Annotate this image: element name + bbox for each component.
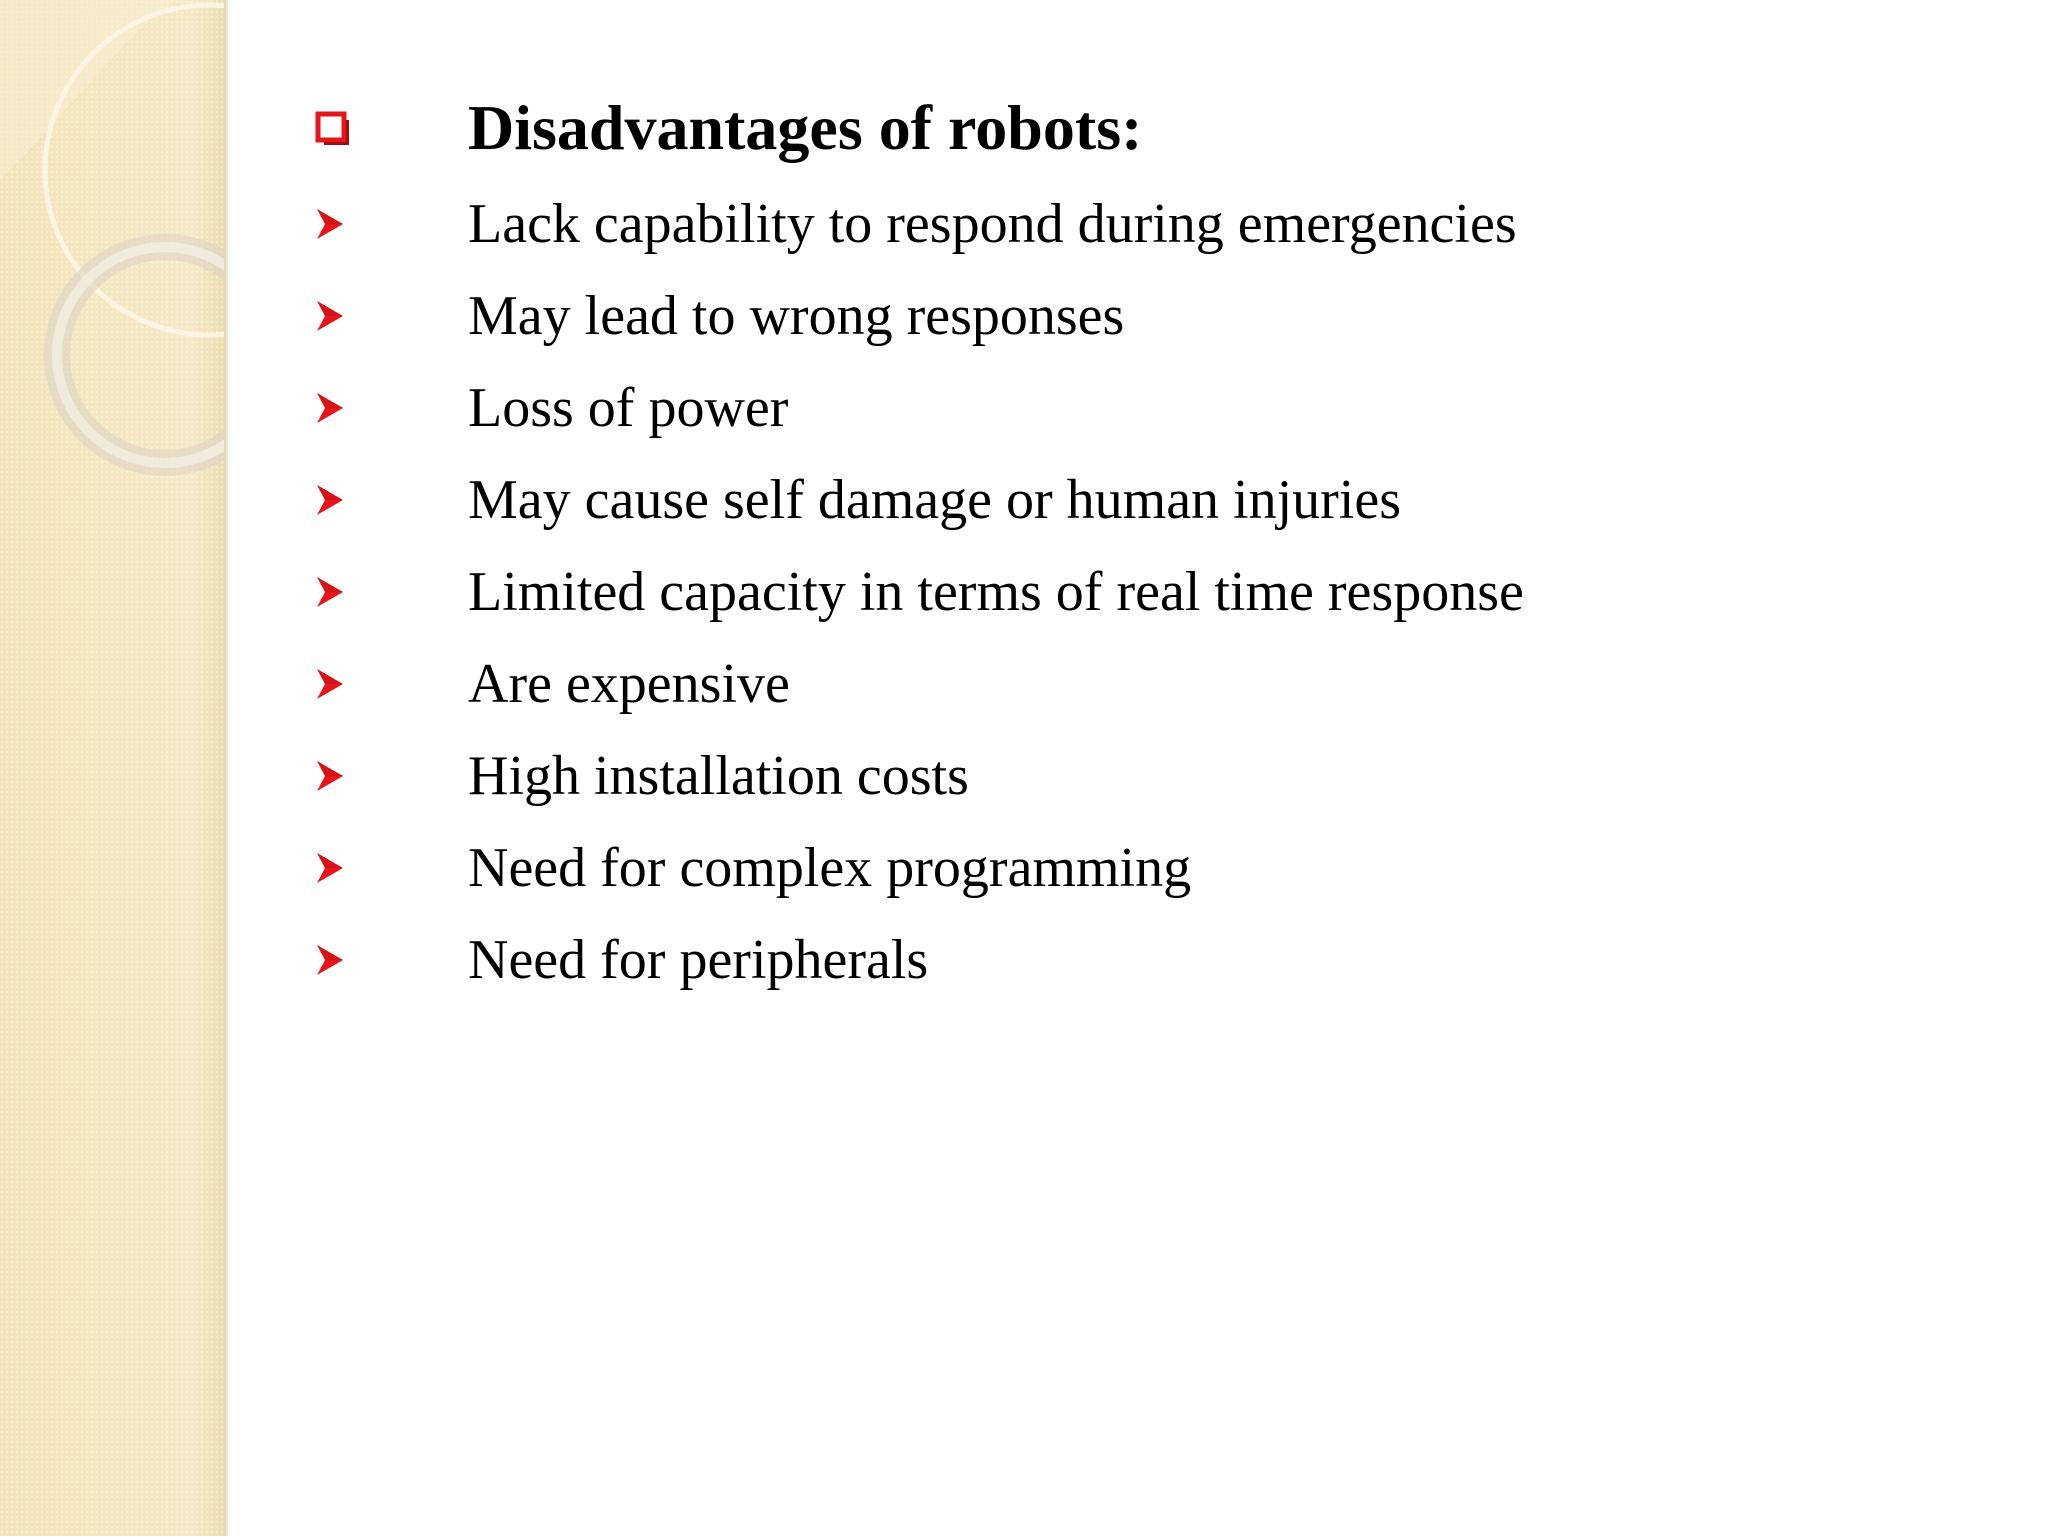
list-item: [305, 730, 2005, 822]
list-item-text: Loss of power: [468, 377, 789, 439]
list-item: [305, 178, 2005, 270]
list-item: [305, 638, 2005, 730]
arrowhead-icon: [305, 299, 395, 333]
arrowhead-icon: [305, 759, 395, 793]
list-item: [305, 454, 2005, 546]
heading-row: [305, 78, 2005, 178]
list-item: [305, 914, 2005, 1006]
list-item: [305, 546, 2005, 638]
arrowhead-icon: [305, 483, 395, 517]
side-band-edge: [224, 0, 228, 1536]
list-item-text: Need for peripherals: [468, 929, 929, 991]
slide-heading: Disadvantages of robots:: [468, 92, 1143, 163]
hollow-square-icon: [305, 111, 395, 145]
arrowhead-icon: [305, 943, 395, 977]
list-item: [305, 822, 2005, 914]
list-item-text: May lead to wrong responses: [468, 285, 1125, 347]
list-item: [305, 362, 2005, 454]
disadvantages-list: [305, 178, 2005, 1006]
list-item: [305, 270, 2005, 362]
arrowhead-icon: [305, 851, 395, 885]
list-item-text: Are expensive: [468, 653, 790, 715]
decorative-side-band: [0, 0, 227, 1536]
arrowhead-icon: [305, 667, 395, 701]
slide-content: [305, 78, 2005, 1006]
arrowhead-icon: [305, 207, 395, 241]
list-item-text: Limited capacity in terms of real time response: [468, 561, 1524, 623]
arrowhead-icon: [305, 391, 395, 425]
list-item-text: May cause self damage or human injuries: [468, 469, 1402, 531]
decorative-rings: [0, 0, 227, 520]
arrowhead-icon: [305, 575, 395, 609]
list-item-text: High installation costs: [468, 745, 969, 807]
list-item-text: Lack capability to respond during emergencies: [468, 193, 1517, 255]
list-item-text: Need for complex programming: [468, 837, 1192, 899]
